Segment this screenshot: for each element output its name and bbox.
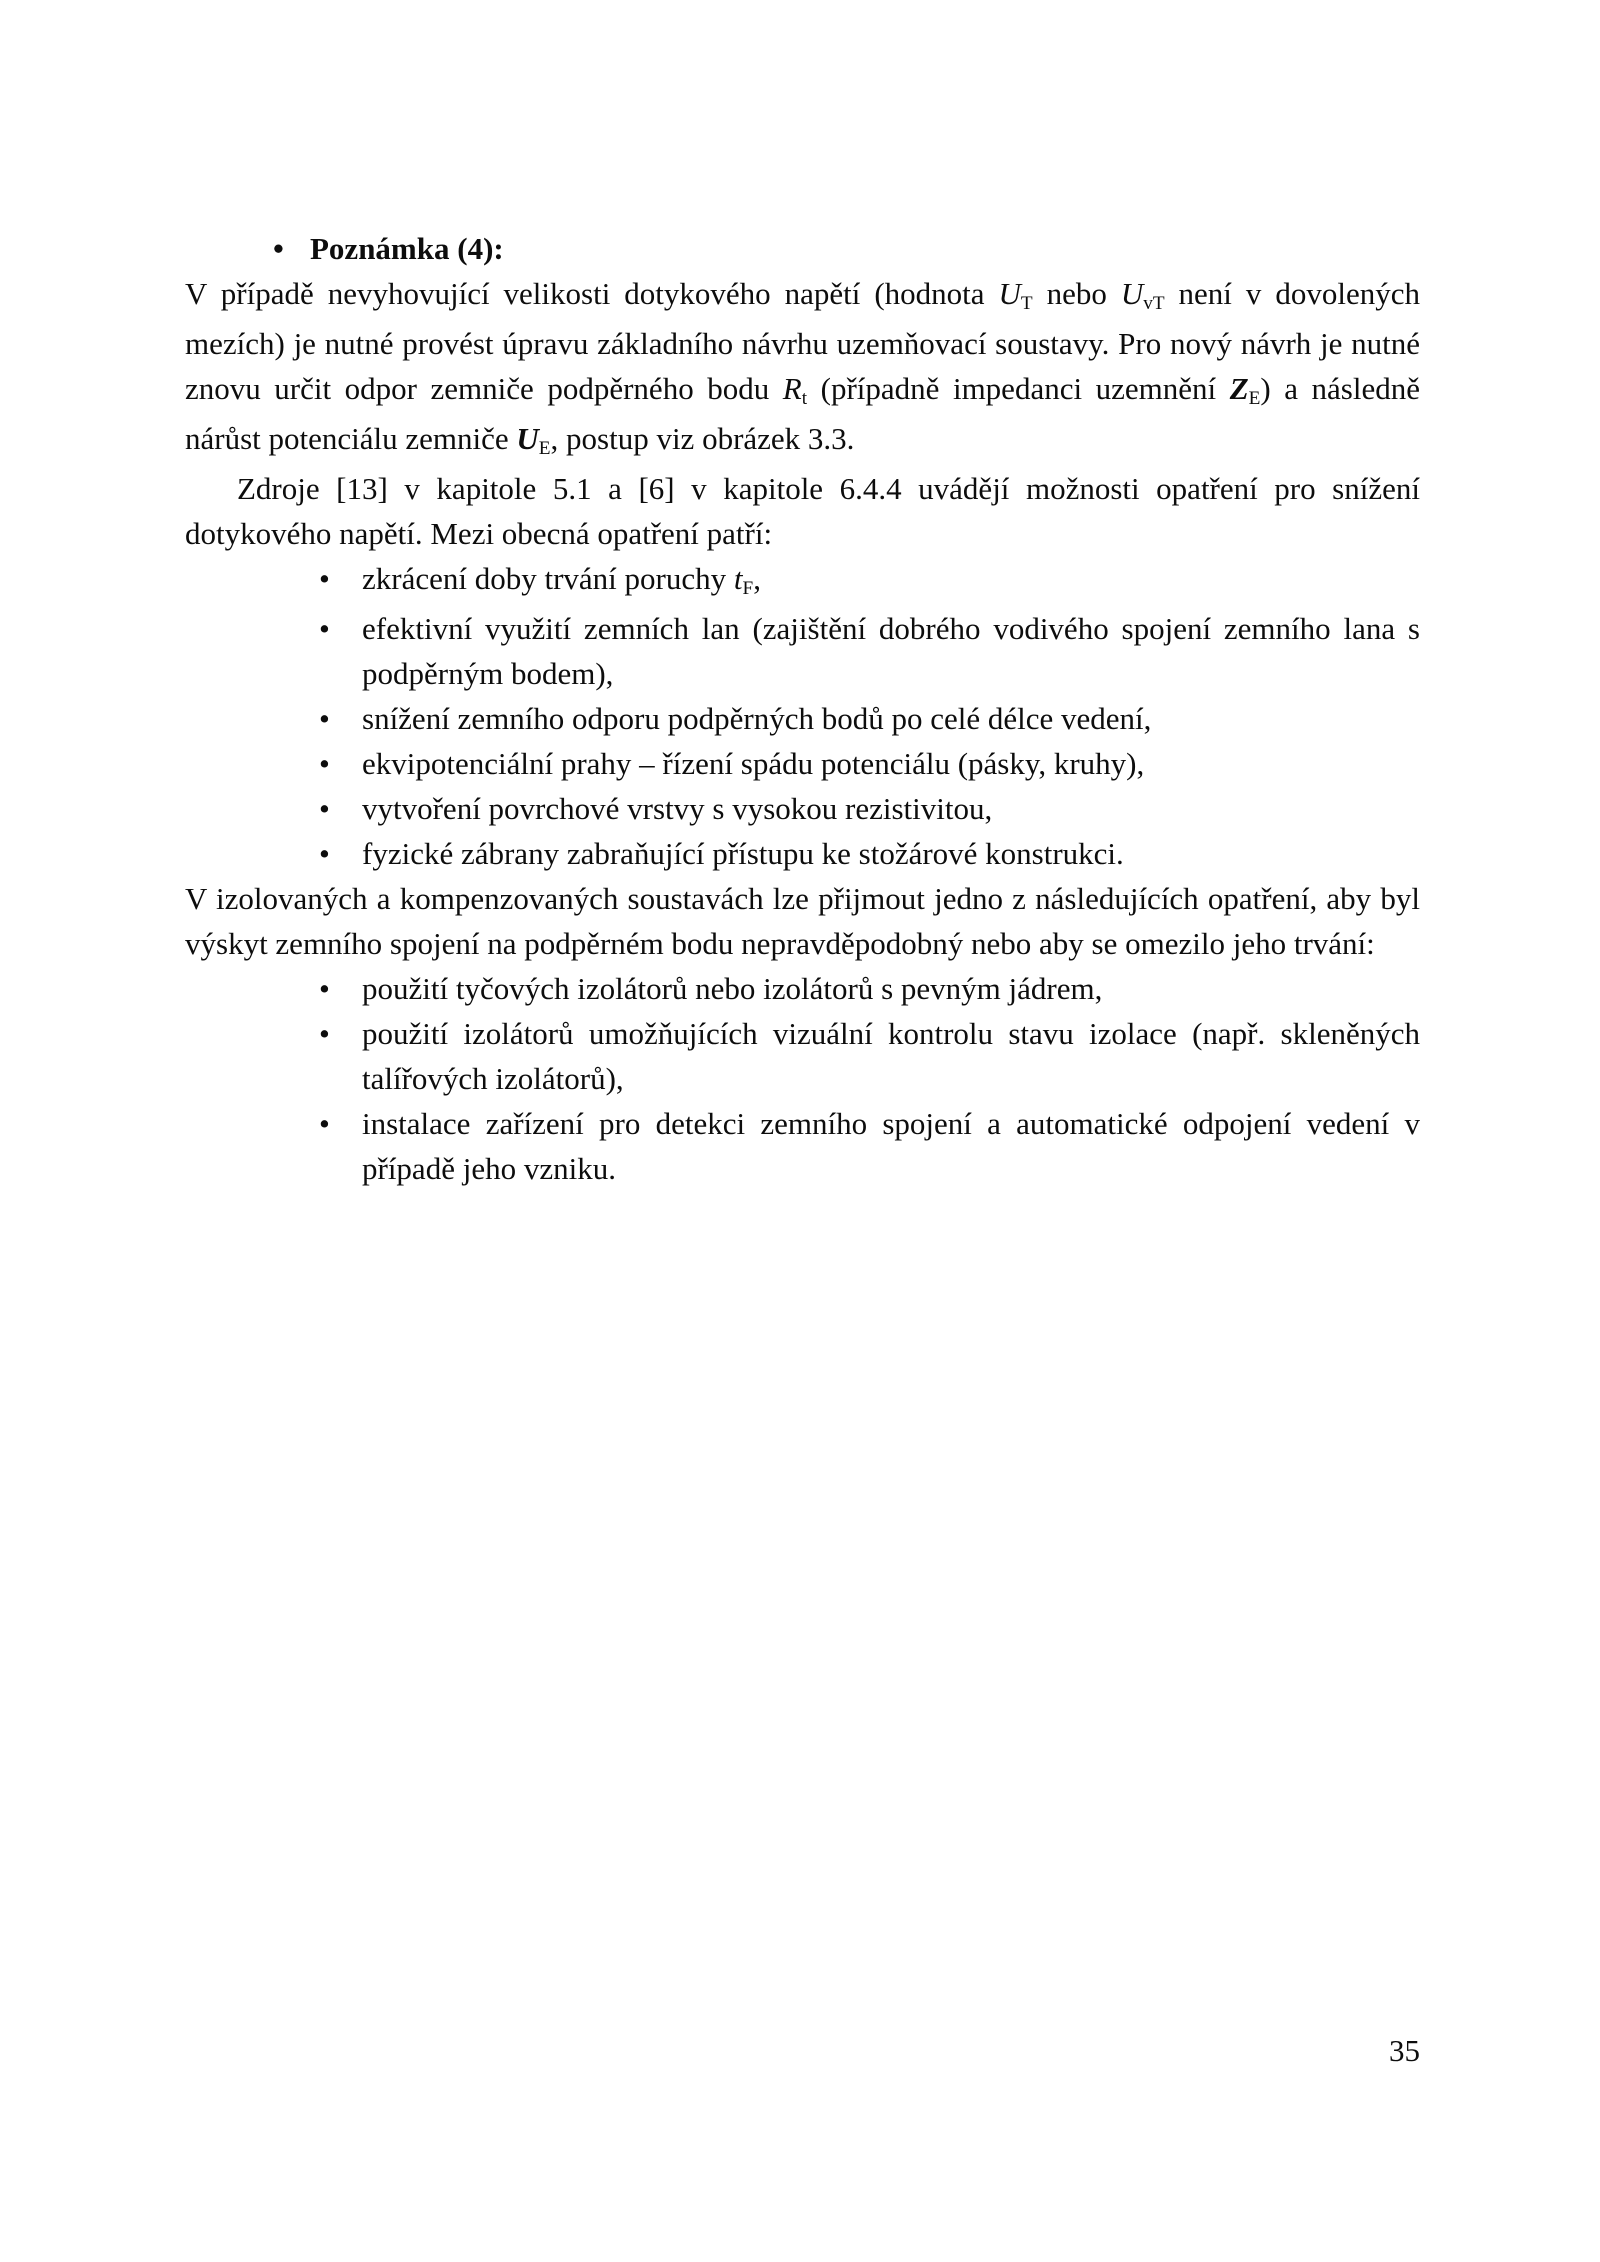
- bullet-icon: •: [319, 611, 330, 646]
- list-item-text: instalace zařízení pro detekci zemního spojení a automatické odpojení vedení v případě jeho vzniku.: [362, 1106, 1420, 1186]
- bullet-icon: •: [319, 746, 330, 781]
- paragraph-isolated-systems: V izolovaných a kompenzovaných soustavách lze přijmout jedno z následujících opatření, aby byl výskyt zemního spojení na podpěrném bodu nepravděpodobný nebo aby se omezilo jeho trvání:: [185, 881, 1420, 961]
- page-number: 35: [1389, 2033, 1420, 2068]
- bullet-icon: •: [273, 231, 284, 266]
- list-item-text: zkrácení doby trvání poruchy tF,: [362, 561, 761, 600]
- list-item: [185, 1011, 1420, 1101]
- list-item-text: použití tyčových izolátorů nebo izolátorů s pevným jádrem,: [362, 971, 1103, 1006]
- bullet-icon: •: [319, 971, 330, 1006]
- list-item: [185, 831, 1420, 876]
- list-item: [185, 741, 1420, 786]
- list-item: [185, 556, 1420, 606]
- page-content: [185, 226, 1420, 1191]
- list-item-text: ekvipotenciální prahy – řízení spádu potenciálu (pásky, kruhy),: [362, 746, 1145, 781]
- list-item: [185, 606, 1420, 696]
- note-heading: [185, 226, 1420, 271]
- bullet-icon: •: [319, 836, 330, 871]
- note-heading-text: Poznámka (4):: [310, 231, 504, 266]
- isolated-measures-list: [185, 966, 1420, 1191]
- list-item: [185, 966, 1420, 1011]
- bullet-icon: •: [319, 561, 330, 596]
- list-item: [185, 1101, 1420, 1191]
- list-item: [185, 786, 1420, 831]
- list-item-text: fyzické zábrany zabraňující přístupu ke stožárové konstrukci.: [362, 836, 1124, 871]
- paragraph-touch-voltage: V případě nevyhovující velikosti dotykového napětí (hodnota UT nebo UvT není v dovolených mezích) je nutné provést úpravu základního návrhu uzemňovací soustavy. Pro nový návrh je nutné znovu určit odpor zemniče podpěrného bodu Rt (případně impedanci uzemnění ZE) a následně nárůst potenciálu zemniče UE, postup viz obrázek 3.3.: [185, 276, 1420, 460]
- list-item-text: snížení zemního odporu podpěrných bodů po celé délce vedení,: [362, 701, 1152, 736]
- paragraph-sources: Zdroje [13] v kapitole 5.1 a [6] v kapitole 6.4.4 uvádějí možnosti opatření pro snížení dotykového napětí. Mezi obecná opatření patří:: [185, 471, 1420, 551]
- list-item-text: vytvoření povrchové vrstvy s vysokou rezistivitou,: [362, 791, 993, 826]
- list-item-text: efektivní využití zemních lan (zajištění dobrého vodivého spojení zemního lana s podpěrným bodem),: [362, 611, 1420, 691]
- list-item: [185, 696, 1420, 741]
- bullet-icon: •: [319, 791, 330, 826]
- bullet-icon: •: [319, 701, 330, 736]
- bullet-icon: •: [319, 1016, 330, 1051]
- measures-list: [185, 556, 1420, 876]
- list-item-text: použití izolátorů umožňujících vizuální kontrolu stavu izolace (např. skleněných talířových izolátorů),: [362, 1016, 1420, 1096]
- bullet-icon: •: [319, 1106, 330, 1141]
